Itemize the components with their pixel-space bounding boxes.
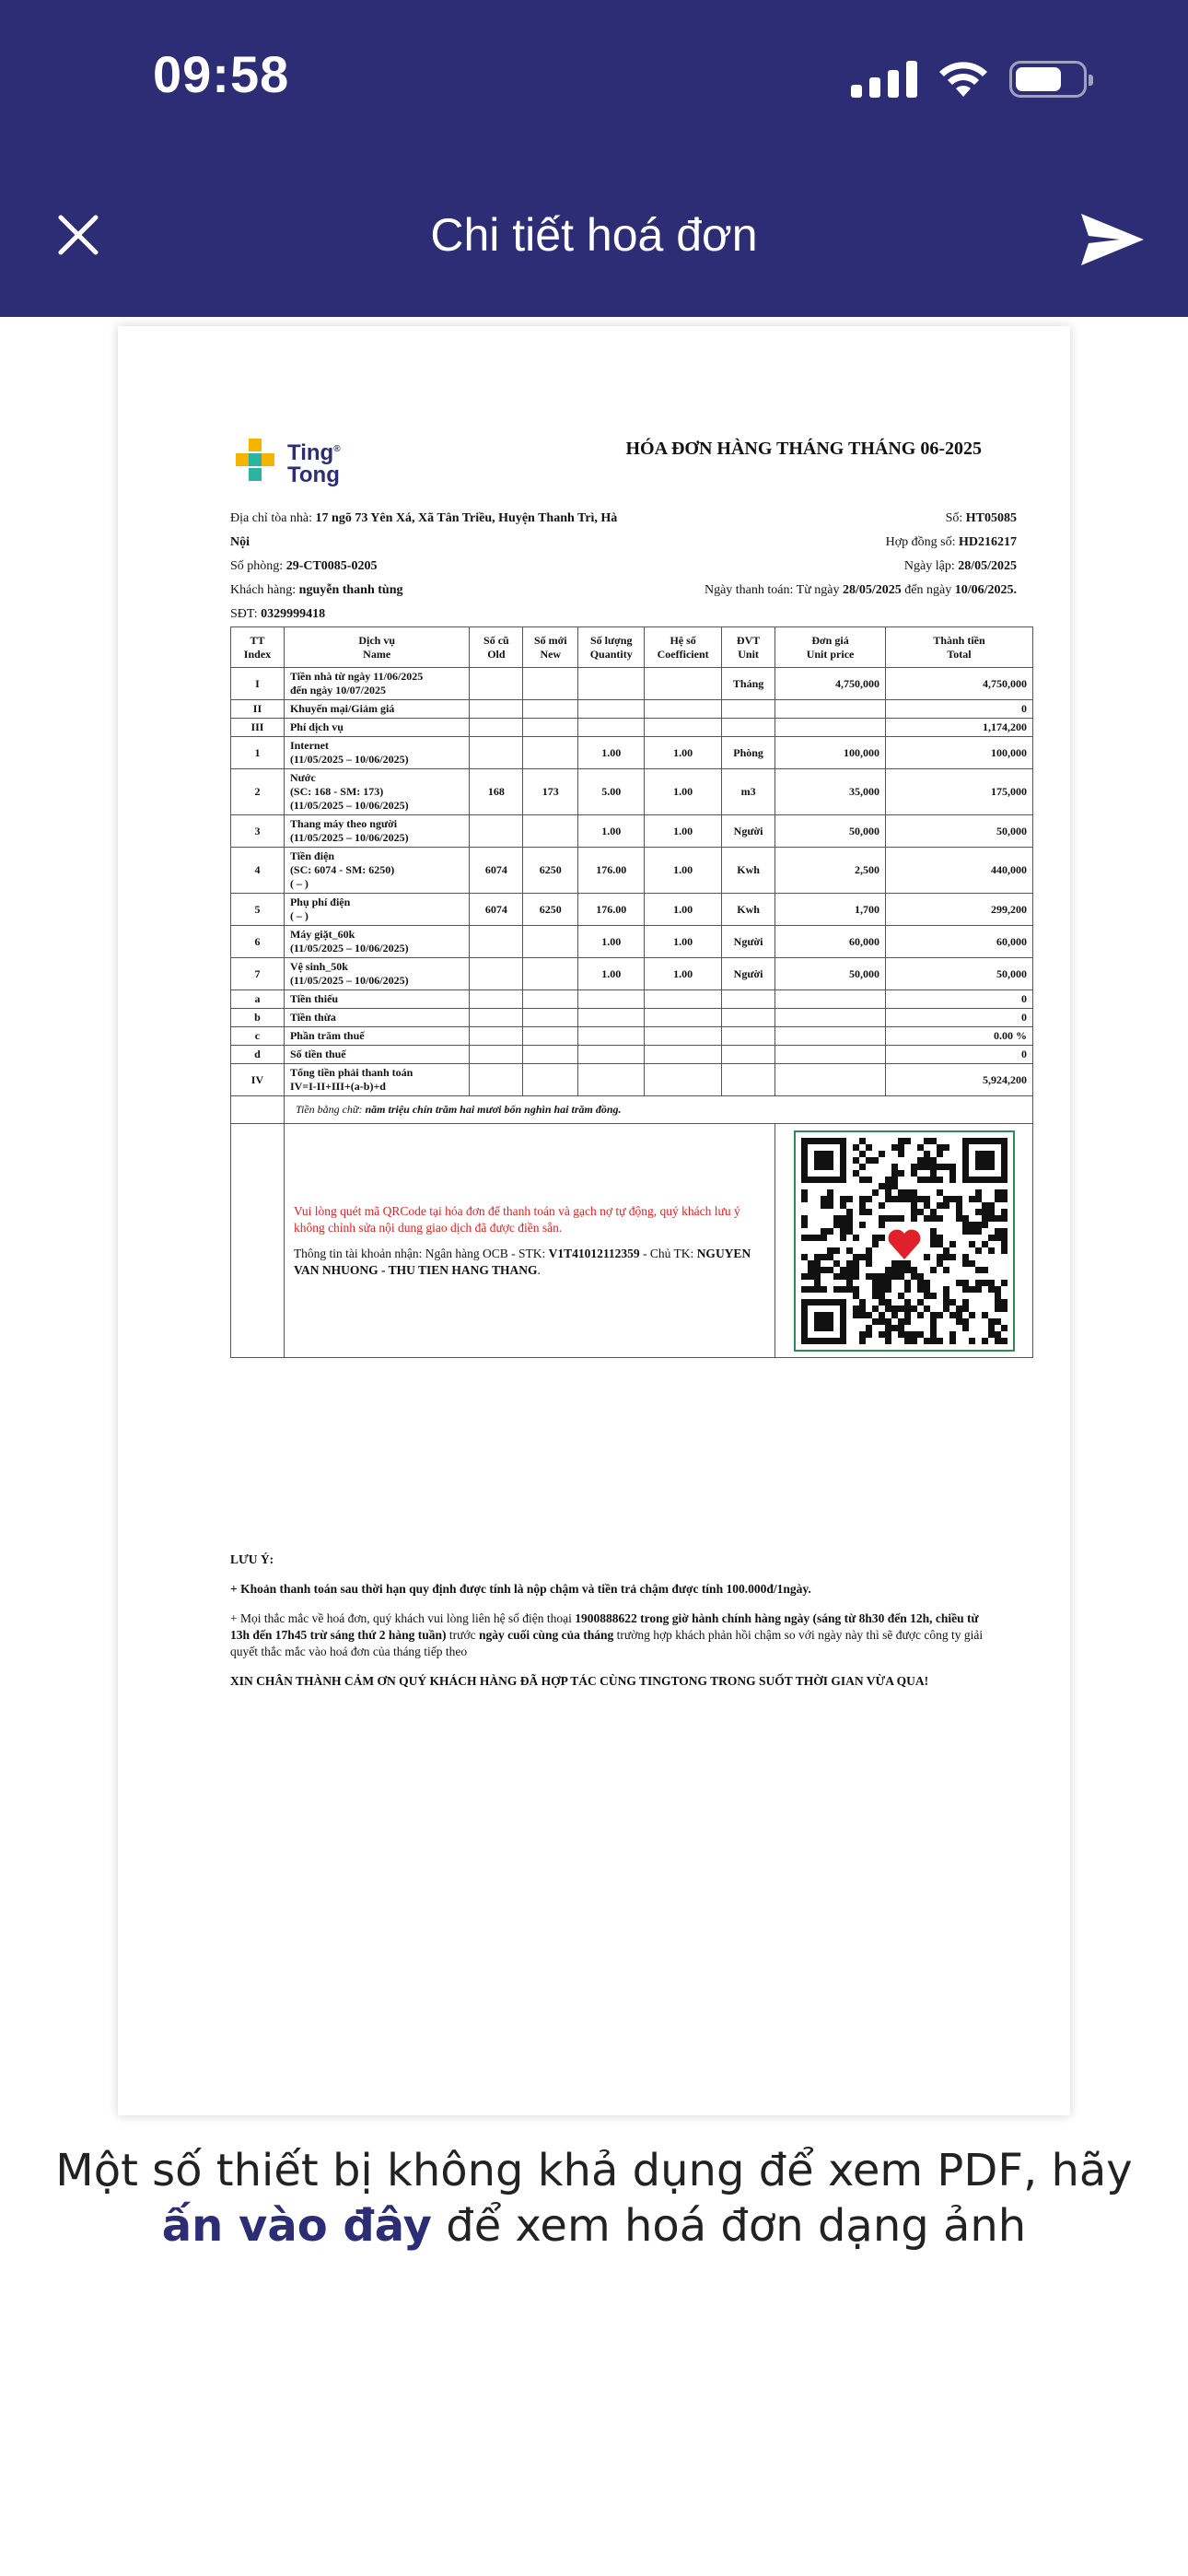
cell-total: 0 [886, 990, 1033, 1009]
cell-price [775, 1009, 886, 1027]
bank-info: Thông tin tài khoản nhận: Ngân hàng OCB - STK: V1T41012112359 - Chủ TK: NGUYEN VAN NHUONG - THU TIEN HANG THANG. [293, 1246, 751, 1277]
cell-qty [578, 1027, 645, 1046]
contract-number: HD216217 [959, 535, 1017, 549]
cell-price: 35,000 [775, 769, 886, 815]
cell-total: 50,000 [886, 958, 1033, 990]
cell-price: 50,000 [775, 958, 886, 990]
cell-price [775, 1027, 886, 1046]
cell-name: Khuyến mại/Giảm giá [284, 700, 469, 719]
logo-text-ting: Ting [287, 440, 334, 465]
payment-qr-code[interactable] [794, 1130, 1015, 1352]
payment-qr-row [231, 1124, 1033, 1358]
cell-name: Tổng tiền phải thanh toán IV=I-II+III+(a-b)+d [284, 1064, 469, 1096]
cell-coef [645, 668, 722, 700]
note-late-payment: + Khoản thanh toán sau thời hạn quy định được tính là nộp chậm và tiền trả chậm được tính 100.000đ/1ngày. [230, 1582, 811, 1596]
cell-idx: 1 [231, 737, 285, 769]
cell-old [470, 700, 523, 719]
cell-price [775, 1046, 886, 1064]
cell-old [470, 1064, 523, 1096]
cell-price: 50,000 [775, 815, 886, 848]
cell-unit: Người [722, 926, 775, 958]
cell-name: Internet (11/05/2025 – 10/06/2025) [284, 737, 469, 769]
table-header-row: TT Index Dịch vụ Name Số cũ Old Số mới New Số lượng Quantity Hệ số Coefficient ĐVT Unit Đơn giá Unit price Thành tiền Total [231, 627, 1033, 668]
cell-total: 0.00 % [886, 1027, 1033, 1046]
table-row [231, 737, 1033, 769]
cell-name: Vệ sinh_50k (11/05/2025 – 10/06/2025) [284, 958, 469, 990]
cell-old [470, 926, 523, 958]
cell-coef: 1.00 [645, 926, 722, 958]
cell-total: 175,000 [886, 769, 1033, 815]
cell-qty [578, 719, 645, 737]
amount-in-words-row: Tiền bằng chữ: năm triệu chín trăm hai mươi bốn nghìn hai trăm đồng. [231, 1096, 1033, 1124]
thank-you-note: XIN CHÂN THÀNH CẢM ƠN QUÝ KHÁCH HÀNG ĐÃ HỢP TÁC CÙNG TINGTONG TRONG SUỐT THỜI GIAN VỪA QUA! [230, 1674, 929, 1688]
cell-price [775, 700, 886, 719]
cell-name: Tiền thừa [284, 1009, 469, 1027]
cell-coef: 1.00 [645, 894, 722, 926]
cell-unit: Phòng [722, 737, 775, 769]
cell-unit: Tháng [722, 668, 775, 700]
cell-name: Phần trăm thuế [284, 1027, 469, 1046]
cell-unit [722, 1009, 775, 1027]
cell-coef: 1.00 [645, 769, 722, 815]
cell-old [470, 668, 523, 700]
cell-price [775, 1064, 886, 1096]
cell-name: Phí dịch vụ [284, 719, 469, 737]
view-as-image-link[interactable]: ấn vào đây [161, 2200, 432, 2252]
cell-price: 4,750,000 [775, 668, 886, 700]
cell-price [775, 990, 886, 1009]
table-row [231, 1046, 1033, 1064]
cell-new [523, 1009, 578, 1027]
table-row [231, 926, 1033, 958]
cell-new: 6250 [523, 848, 578, 894]
cell-qty: 176.00 [578, 894, 645, 926]
status-icons [851, 59, 1087, 100]
customer-phone: 0329999418 [261, 607, 326, 621]
cell-coef [645, 1009, 722, 1027]
cell-new [523, 1064, 578, 1096]
table-row [231, 990, 1033, 1009]
cell-idx: a [231, 990, 285, 1009]
cell-name: Tiền nhà từ ngày 11/06/2025 đến ngày 10/07/2025 [284, 668, 469, 700]
battery-icon [1009, 61, 1087, 98]
cell-unit [722, 1027, 775, 1046]
cell-idx: III [231, 719, 285, 737]
cell-total: 100,000 [886, 737, 1033, 769]
cell-unit [722, 700, 775, 719]
cell-total: 0 [886, 1009, 1033, 1027]
cell-qty [578, 1046, 645, 1064]
cell-total: 0 [886, 1046, 1033, 1064]
cell-unit: Kwh [722, 894, 775, 926]
cell-name: Nước (SC: 168 - SM: 173) (11/05/2025 – 10/06/2025) [284, 769, 469, 815]
cell-coef [645, 1027, 722, 1046]
cell-old [470, 815, 523, 848]
cell-idx: II [231, 700, 285, 719]
cell-idx: 2 [231, 769, 285, 815]
cell-price: 1,700 [775, 894, 886, 926]
signal-icon [851, 61, 917, 98]
cell-qty [578, 990, 645, 1009]
cell-idx: 4 [231, 848, 285, 894]
table-row [231, 1064, 1033, 1096]
cell-unit: Người [722, 958, 775, 990]
amount-in-words: năm triệu chín trăm hai mươi bốn nghìn hai trăm đồng. [365, 1103, 622, 1116]
cell-idx: 6 [231, 926, 285, 958]
cell-price: 100,000 [775, 737, 886, 769]
cell-qty: 1.00 [578, 958, 645, 990]
cell-new [523, 958, 578, 990]
invoice-meta-right: Số: HT05085 Hợp đồng số: HD216217 Ngày lập: 28/05/2025 Ngày thanh toán: Từ ngày 28/05/2025 đến ngày 10/06/2025. [704, 511, 1017, 597]
cell-total: 0 [886, 700, 1033, 719]
cell-name: Tiền điện (SC: 6074 - SM: 6250) ( – ) [284, 848, 469, 894]
cell-new: 173 [523, 769, 578, 815]
cell-old: 6074 [470, 894, 523, 926]
cell-idx: d [231, 1046, 285, 1064]
cell-idx: 5 [231, 894, 285, 926]
invoice-number: HT05085 [965, 511, 1017, 525]
cell-total: 60,000 [886, 926, 1033, 958]
cell-total: 440,000 [886, 848, 1033, 894]
cell-total: 1,174,200 [886, 719, 1033, 737]
tingtong-logo: Ting® Tong [230, 437, 341, 488]
cell-old [470, 958, 523, 990]
send-button[interactable] [1074, 201, 1151, 278]
table-row [231, 668, 1033, 700]
logo-mark-icon [230, 437, 282, 488]
send-icon [1079, 212, 1146, 267]
cell-new [523, 990, 578, 1009]
cell-name: Số tiền thuế [284, 1046, 469, 1064]
cell-new: 6250 [523, 894, 578, 926]
cell-name: Tiền thiếu [284, 990, 469, 1009]
cell-qty: 1.00 [578, 926, 645, 958]
cell-new [523, 737, 578, 769]
cell-old [470, 1009, 523, 1027]
status-time: 09:58 [153, 45, 290, 103]
cell-name: Phụ phí điện ( – ) [284, 894, 469, 926]
table-row [231, 894, 1033, 926]
cell-new [523, 700, 578, 719]
cell-qty: 5.00 [578, 769, 645, 815]
invoice-meta-left: Địa chỉ tòa nhà: 17 ngõ 73 Yên Xá, Xã Tân Triều, Huyện Thanh Trì, Hà Nội Số phòng: 29-CT0085-0205 Khách hàng: nguyễn thanh tùng SĐT: 0329999418 [230, 511, 618, 621]
cell-unit [722, 990, 775, 1009]
cell-qty [578, 668, 645, 700]
notes-title: LƯU Ý: [230, 1552, 274, 1566]
cell-unit [722, 1064, 775, 1096]
table-row [231, 769, 1033, 815]
cell-coef [645, 1064, 722, 1096]
cell-unit [722, 719, 775, 737]
cell-price: 60,000 [775, 926, 886, 958]
cell-total: 50,000 [886, 815, 1033, 848]
table-row [231, 815, 1033, 848]
cell-qty: 176.00 [578, 848, 645, 894]
cell-coef: 1.00 [645, 848, 722, 894]
table-row [231, 719, 1033, 737]
cell-name: Thang máy theo người (11/05/2025 – 10/06/2025) [284, 815, 469, 848]
cell-idx: 7 [231, 958, 285, 990]
table-row [231, 958, 1033, 990]
cell-old [470, 990, 523, 1009]
page-title: Chi tiết hoá đơn [430, 209, 758, 261]
cell-unit: Người [722, 815, 775, 848]
cell-new [523, 815, 578, 848]
cell-coef [645, 719, 722, 737]
cell-qty [578, 700, 645, 719]
invoice-title: HÓA ĐƠN HÀNG THÁNG THÁNG 06-2025 [625, 439, 982, 459]
cell-idx: I [231, 668, 285, 700]
pdf-fallback-hint: Một số thiết bị không khả dụng để xem PDF, hãy ấn vào đây để xem hoá đơn dạng ảnh [55, 2145, 1133, 2252]
cell-new [523, 926, 578, 958]
customer-name: nguyễn thanh tùng [298, 583, 403, 597]
cell-qty [578, 1064, 645, 1096]
cell-total: 5,924,200 [886, 1064, 1033, 1096]
cell-unit: Kwh [722, 848, 775, 894]
invoice-notes [230, 1551, 985, 1703]
qr-instruction: Vui lòng quét mã QRCode tại hóa đơn để thanh toán và gạch nợ tự động, quý khách lưu ý không chỉnh sửa nội dung giao dịch đã được điền sẵn. [293, 1203, 740, 1235]
cell-coef: 1.00 [645, 958, 722, 990]
note-contact: + Mọi thắc mắc về hoá đơn, quý khách vui lòng liên hệ số điện thoại 1900888622 trong giờ hành chính hàng ngày (sáng từ 8h30 đến 12h, chiều từ 13h đến 17h45 trừ sáng thứ 2 hàng tuần) trước ngày cuối cùng của tháng trường hợp khách phản hồi chậm so với ngày này thì sẽ được công ty giải quyết thắc mắc vào hoá đơn của tháng tiếp theo [230, 1611, 984, 1658]
cell-unit [722, 1046, 775, 1064]
invoice-page [118, 326, 1070, 2115]
cell-idx: c [231, 1027, 285, 1046]
app-header [0, 0, 1188, 317]
cell-old: 168 [470, 769, 523, 815]
created-date: 28/05/2025 [958, 559, 1017, 573]
table-row [231, 848, 1033, 894]
cell-qty: 1.00 [578, 815, 645, 848]
cell-new [523, 1027, 578, 1046]
room-number: 29-CT0085-0205 [285, 559, 378, 573]
cell-price [775, 719, 886, 737]
cell-name: Máy giặt_60k (11/05/2025 – 10/06/2025) [284, 926, 469, 958]
cell-total: 4,750,000 [886, 668, 1033, 700]
building-address: 17 ngõ 73 Yên Xá, Xã Tân Triều, Huyện Thanh Trì, Hà Nội [230, 511, 618, 549]
cell-old [470, 737, 523, 769]
cell-old [470, 719, 523, 737]
cell-total: 299,200 [886, 894, 1033, 926]
wifi-icon [938, 60, 989, 99]
cell-coef [645, 700, 722, 719]
cell-coef: 1.00 [645, 815, 722, 848]
cell-old [470, 1046, 523, 1064]
table-row [231, 1027, 1033, 1046]
cell-coef: 1.00 [645, 737, 722, 769]
table-row [231, 1009, 1033, 1027]
cell-idx: 3 [231, 815, 285, 848]
cell-new [523, 1046, 578, 1064]
table-row [231, 700, 1033, 719]
cell-old [470, 1027, 523, 1046]
cell-qty: 1.00 [578, 737, 645, 769]
cell-idx: IV [231, 1064, 285, 1096]
cell-new [523, 668, 578, 700]
pdf-viewer[interactable] [0, 317, 1188, 2123]
invoice-table [230, 626, 1033, 1358]
cell-price: 2,500 [775, 848, 886, 894]
qr-code-icon [801, 1138, 1007, 1344]
cell-coef [645, 1046, 722, 1064]
cell-unit: m3 [722, 769, 775, 815]
logo-text-tong: Tong [287, 463, 340, 487]
cell-coef [645, 990, 722, 1009]
cell-idx: b [231, 1009, 285, 1027]
cell-new [523, 719, 578, 737]
cell-old: 6074 [470, 848, 523, 894]
cell-qty [578, 1009, 645, 1027]
